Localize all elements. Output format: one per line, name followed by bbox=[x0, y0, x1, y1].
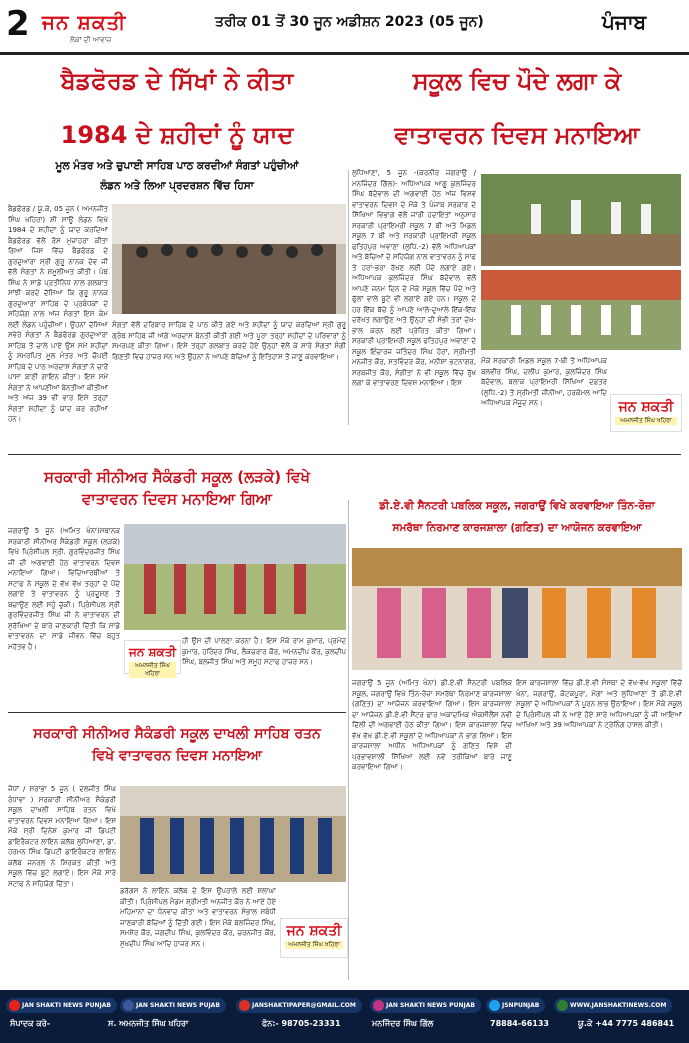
social-website[interactable] bbox=[554, 998, 672, 1013]
social-instagram[interactable] bbox=[370, 998, 481, 1013]
social-label: JAN SHAKTI NEWS PUJAB bbox=[136, 1002, 220, 1009]
brand-logo: ਜਨ ਸ਼ਕਤੀ bbox=[42, 10, 127, 34]
section-divider bbox=[8, 454, 681, 455]
story2-body-right: ਮੌਕੇ ਸਰਕਾਰੀ ਮਿਡਲ ਸਕੂਲ 7-ਬੀ ਤੋਂ ਅਧਿਆਪਕ ਬਲਵੀਰ ਸਿੰਘ, ਦਲੀਪ ਕੁਮਾਰ, ਕੁਲਜਿੰਦਰ ਸਿੰਘ ਬੱਦੋਵਾਲ, ਬਲਾਕ ਪ੍ਰਾਇਮਰੀ ਸਿੱਖਿਆ ਦਫ਼ਤਰ (ਲੁਧਿ.-2) ਤੋਂ ਸ੍ਰੀਮਤੀ ਜੀਨੀਆ, ਹਰਕੋਮਲ ਆਦਿ ਅਧਿਆਪਕ ਮੌਜੂਦ ਸਨ। bbox=[481, 357, 607, 407]
jan-shakti-ad-2 bbox=[124, 640, 181, 677]
editor-phone: ਫੋਨ:- 98705-23331 bbox=[262, 1019, 341, 1028]
story5-headline-line2: ਵਿਖੇ ਵਾਤਾਵਰਨ ਦਿਵਸ ਮਨਾਇਆ bbox=[92, 748, 262, 764]
story3-body-left: ਜਗਰਾਉਂ 5 ਜੂਨ (ਅਮਿਤ ਖੰਨਾ)ਸਥਾਨਕ ਸਰਕਾਰੀ ਸੀਨੀਅਰ ਸੈਕੰਡਰੀ ਸਕੂਲ (ਲੜਕੇ) ਵਿਖੇ ਪ੍ਰਿੰਸੀਪਲ ਸ੍ਰੀ. ਗੁਰਵਿੰਦਰਜੀਤ ਸਿੰਘ ਜੀ ਦੀ ਅਗਵਾਈ ਹੇਠ ਵਾਤਾਵਰਨ ਦਿਵਸ ਮਨਾਇਆ ਗਿਆ। ਵਿਦਿਆਰਥੀਆਂ ਤੇ ਸਟਾਫ ਨੇ ਸਕੂਲ ਦੇ ਵੱਖ ਵੱਖ ਤਰ੍ਹਾਂ ਦੇ ਪੌਦੇ ਲਗਾਏ ਤੇ ਵਾਤਾਵਰਨ ਨੂੰ ਪ੍ਰਦੂਸ਼ਣ ਤੋਂ ਬਚਾਉਣ ਲਈ ਸਹੁੰ ਚੁੱਕੀ। ਪ੍ਰਿੰਸੀਪਲ ਸ੍ਰੀ ਗੁਰਵਿੰਦਰਜੀਤ ਸਿੰਘ ਜੀ ਨੇ ਵਾਤਾਵਰਨ ਦੀ ਸੁਰੱਖਿਆ ਦੇ ਬਾਰੇ ਜਾਣਕਾਰੀ ਦਿੱਤੀ ਕਿ ਸਾਡੇ ਵਾਤਾਵਰਨ ਦਾ ਸਾਡੇ ਜੀਵਨ ਵਿੱਚ ਬਹੁਤ ਮਹੱਤਵ ਹੈ। bbox=[8, 527, 120, 651]
page-number: 2 bbox=[6, 4, 30, 44]
story4-headline-line2: ਸਮਰੱਥਾ ਨਿਰਮਾਣ ਕਾਰਜਸ਼ਾਲਾ (ਗਣਿਤ) ਦਾ ਆਯੋਜਨ ਕਰਵਾਇਆ bbox=[392, 522, 642, 534]
ad-title: ਜਨ ਸ਼ਕਤੀ bbox=[129, 645, 176, 659]
column-divider bbox=[348, 170, 349, 425]
story5-body-right: ਡਰੱਗਸ ਨੇ ਲਾਇਨ ਕਲੱਬ ਦੇ ਇਸ ਉਪਰਾਲੇ ਲਈ ਸ਼ਲਾਘਾ ਕੀਤੀ। ਪ੍ਰਿੰਸੀਪਲ ਮੈਡਮ ਸ਼੍ਰੀਮਤੀ ਅਨਜੀਤ ਕੌਰ ਨੇ ਆਏ ਹੋਏ ਮਹਿਮਾਨਾਂ ਦਾ ਧੰਨਵਾਦ ਕੀਤਾ ਅਤੇ ਵਾਤਾਵਰਨ ਸੰਭਾਲ ਸਬੰਧੀ ਜਾਣਕਾਰੀ ਬੱਚਿਆਂ ਨੂੰ ਦਿੱਤੀ ਗਈ। ਇਸ ਮੌਕੇ ਬਲਜਿੰਦਰ ਸਿੰਘ, ਸਮਸ਼ੇਰ ਕੌਰ, ਜਗਦੀਪ ਸਿੰਘ, ਕੁਲਵਿੰਦਰ ਕੌਰ, ਚਰਨਜੀਤ ਕੌਰ, ਸੁਖਦੀਪ ਸਿੰਘ ਆਦਿ ਹਾਜ਼ਰ ਸਨ। bbox=[120, 887, 276, 948]
social-youtube[interactable] bbox=[6, 998, 117, 1013]
story3-photo bbox=[124, 524, 346, 630]
story2-photo-2 bbox=[481, 270, 681, 350]
story1-headline-line2: 1984 ਦੇ ਸ਼ਹੀਦਾਂ ਨੂੰ ਯਾਦ bbox=[60, 121, 294, 149]
edition-label: ਪੰਜਾਬ bbox=[602, 10, 647, 34]
uk-phone: ਯੂ.ਕੇ +44 7775 486841 bbox=[578, 1019, 675, 1028]
lions-club-photo-placeholder bbox=[120, 786, 346, 882]
story1-body-right: ਸੰਗਤਾਂ ਵੱਲੋਂ ਦਰਿਬਾਰ ਸਾਹਿਬ ਦੇ ਪਾਠ ਕੀਤੇ ਗਏ ਅਤੇ ਸ਼ਹੀਦਾਂ ਨੂੰ ਯਾਦ ਕਰਦਿਆਂ ਸ੍ਰੀ ਗੁਰੂ ਗ੍ਰੰਥ ਸਾਹਿਬ ਜੀ ਅੱਗੇ ਅਰਦਾਸ ਬੇਨਤੀ ਕੀਤੀ ਗਈ ਅਤੇ ਪੂਰਾ ਤਰ੍ਹਾਂ ਸ਼ਹੀਦਾਂ ਦੇ ਪਰਿਵਾਰਾਂ ਨੂੰ ਸਮਰਪਣ ਕੀਤਾ ਗਿਆ। ਇਸੇ ਤਰ੍ਹਾਂ ਗਲਬਾਤ ਕਰਦੇ ਹੋਏ ਉਨ੍ਹਾਂ ਵੱਲੋਂ ਕੇ ਸਾਰੇ ਸੰਗਤਾਂ ਸੰਗੀ ਗਿਣਤੀ ਵਿਚ ਹਾਜ਼ਰ ਸਨ ਅਤੇ ਉਹਨਾਂ ਨੇ ਆਪਣੇ ਬੱਚਿਆਂ ਨੂੰ ਇਤਿਹਾਸ ਤੋਂ ਜਾਣੂ ਕਰਵਾਇਆ। bbox=[112, 321, 346, 361]
globe-icon bbox=[557, 1000, 568, 1011]
dateline: ਤਰੀਕ 01 ਤੋਂ 30 ਜੂਨ ਅਡੀਸ਼ਨ 2023 (05 ਜੂਨ) bbox=[215, 14, 484, 30]
instagram-icon bbox=[373, 1000, 384, 1011]
ad-title: ਜਨ ਸ਼ਕਤੀ bbox=[286, 923, 342, 939]
story4-body-right: ਇਸ ਕਾਰਜਸ਼ਾਲਾ ਵਿੱਚ ਡੀ.ਏ.ਵੀ ਸੰਸਥਾ ਦੇ ਵੱਖ-ਵੱਖ ਸਕੂਲਾਂ ਵਿੱਚੋਂ ਖੰਨਾ, ਜਗਰਾਉਂ, ਕੋਟਕਪੂਰਾ, ਮੋਗਾ ਅਤੇ ਲੁਧਿਆਣਾ ਤੋਂ ਡੀ.ਏ.ਵੀ ਸਕੂਲਾਂ ਦੇ ਅਧਿਆਪਕਾਂ ਨੇ ਪੂਰਨ ਲਾਭ ਉਠਾਇਆ। ਇਸ ਮੌਕੇ ਸਕੂਲ ਦੇ ਪ੍ਰਿੰਸੀਪਲ ਜੀ ਨੇ ਆਏ ਹੋਏ ਸਾਰੇ ਅਧਿਆਪਕਾਂ ਨੂੰ ਜੀ ਆਇਆਂ ਆਖਿਆ ਅਤੇ 39 ਅਧਿਆਪਕਾਂ ਨੇ ਟ੍ਰੇਨਿੰਗ ਹਾਸਲ ਕੀਤੀ। bbox=[516, 679, 682, 729]
story2-photo-1 bbox=[481, 174, 681, 266]
facebook-icon bbox=[123, 1000, 134, 1011]
story4-body-left: ਜਗਰਾਉਂ 5 ਜੂਨ (ਅਮਿਤ ਖੰਨਾ) ਡੀ.ਏ.ਵੀ ਸੈਨਟਰੀ ਪਬਲਿਕ ਸਕੂਲ, ਜਗਰਾਉਂ ਵਿਖੇ ਤਿੰਨ-ਰੋਜ਼ਾ ਸਮਰੱਥਾ ਨਿਰਮਾਣ ਕਾਰਜਸ਼ਾਲਾ (ਗਣਿਤ) ਦਾ ਆਯੋਜਨ ਕਰਵਾਇਆ ਗਿਆ। ਇਸ ਕਾਰਜਸ਼ਾਲਾ ਦਾ ਆਯੋਜਨ ਡੀ.ਏ.ਵੀ ਸੈਂਟਰ ਫਾਰ ਅਕਾਦਮਿਕ ਐਕਸੀਲੈਂਸ ਨਵੀਂ ਦਿੱਲੀ ਦੀ ਅਗਵਾਈ ਹੇਠ ਕੀਤਾ ਗਿਆ। ਇਸ ਕਾਰਜਸ਼ਾਲਾ ਵਿਚ ਵੱਖ ਵੱਖ ਡੀ.ਏ.ਵੀ ਸਕੂਲਾਂ ਦੇ ਅਧਿਆਪਕਾਂ ਨੇ ਭਾਗ ਲਿਆ। ਇਸ ਕਾਰਜਸ਼ਾਲਾ ਅਧੀਨ ਅਧਿਆਪਕਾਂ ਨੂੰ ਗਣਿਤ ਵਿਸ਼ੇ ਦੀ ਪ੍ਰਭਾਵਸ਼ਾਲੀ ਸਿੱਖਿਆ ਲਈ ਨਵੇਂ ਤਰੀਕਿਆਂ ਬਾਰੇ ਜਾਣੂ ਕਰਵਾਇਆ ਗਿਆ। bbox=[352, 679, 512, 771]
ad-subtitle: ਅਮਨਜੀਤ ਸਿੰਘ ਖਹਿਰਾ bbox=[129, 662, 176, 678]
story1-subhead-line2: ਲੰਡਨ ਅਤੇ ਲਿਆ ਪ੍ਰਦਰਸ਼ਨ ਵਿੱਚ ਹਿਸਾ bbox=[100, 180, 254, 192]
ad-subtitle: ਅਮਨਜੀਤ ਸਿੰਘ ਖਹਿਰਾ bbox=[285, 941, 343, 949]
social-label: WWW.JANSHAKTINEWS.COM bbox=[570, 1002, 667, 1009]
story2-headline-line1: ਸਕੂਲ ਵਿਚ ਪੌਦੇ ਲਗਾ ਕੇ bbox=[412, 67, 622, 95]
editor-label: ਸੰਪਾਦਕ ਕਰੇ- bbox=[10, 1019, 51, 1028]
story1-subhead-line1: ਮੂਲ ਮੰਤਰ ਅਤੇ ਚੁਪਾਈ ਸਾਹਿਬ ਪਾਠ ਕਰਦੀਆਂ ਸੰਗਤਾਂ ਪਹੁੰਚੀਆਂ bbox=[55, 160, 299, 172]
bureau-phone: 78884-66133 bbox=[490, 1019, 549, 1028]
ad-title: ਜਨ ਸ਼ਕਤੀ bbox=[618, 399, 674, 415]
social-mail[interactable] bbox=[236, 998, 362, 1013]
social-label: JAN SHAKTI NEWS PUNJAB bbox=[22, 1002, 111, 1009]
jan-shakti-ad-3 bbox=[280, 918, 348, 958]
story1-headline-line1: ਬੈਡਫੋਰਡ ਦੇ ਸਿੱਖਾਂ ਨੇ ਕੀਤਾ bbox=[60, 67, 294, 95]
ad-subtitle: ਅਮਨਜੀਤ ਸਿੰਘ ਖਹਿਰਾ bbox=[615, 417, 677, 425]
brand-tagline: ਲੋਕਾਂ ਦੀ ਆਵਾਜ਼ bbox=[70, 36, 112, 44]
masthead bbox=[0, 0, 689, 55]
column-divider bbox=[348, 500, 349, 980]
story5-body-left: ਜੋਧਾਂ / ਸਰਾਭਾ 5 ਜੂਨ ( ਦਲਜੀਤ ਸਿੰਘ ਰੰਧਾਵਾ ) ਸਰਕਾਰੀ ਸੀਨੀਅਰ ਸੈਕੰਡਰੀ ਸਕੂਲ ਦਾਖਲੀ ਸਾਹਿਬ ਰਤਨ ਵਿਖੇ ਵਾਤਾਵਰਨ ਦਿਵਸ ਮਨਾਇਆ ਗਿਆ। ਇਸ ਮੌਕੇ ਸ੍ਰੀ ਦਿਨੇਸ਼ ਕੁਮਾਰ ਜੀ ਡਿਪਟੀ ਡਾਇਰੈਕਟਰ ਲਾਇਨ ਕਲੱਬ ਲੁਧਿਆਣਾ, ਡਾ. ਹਰਮਨ ਸਿੰਘ ਡਿਪਟੀ ਡਾਇਰੈਕਟਰ ਲਾਇਨ ਕਲੱਬ ਜਨਰਲ ਨੇ ਸ਼ਿਰਕਤ ਕੀਤੀ ਅਤੇ ਸਕੂਲ ਵਿੱਚ ਬੂਟੇ ਲਗਾਏ। ਇਸ ਮੌਕੇ ਸਾਰੇ ਸਟਾਫ ਨੇ ਸਹਿਯੋਗ ਦਿੱਤਾ। bbox=[8, 785, 116, 888]
group-photo-placeholder bbox=[112, 204, 346, 314]
story5-headline-line1: ਸਰਕਾਰੀ ਸੀਨੀਅਰ ਸੈਕੰਡਰੀ ਸਕੂਲ ਦਾਖਲੀ ਸਾਹਿਬ ਰਤਨ bbox=[33, 726, 321, 742]
story4-photo bbox=[352, 548, 682, 670]
story2-headline-line2: ਵਾਤਾਵਰਨ ਦਿਵਸ ਮਨਾਇਆ bbox=[394, 121, 640, 149]
social-facebook[interactable] bbox=[120, 998, 226, 1013]
social-label: JSNPUNJAB bbox=[502, 1002, 540, 1009]
section-divider bbox=[8, 712, 346, 713]
twitter-icon bbox=[489, 1000, 500, 1011]
story3-headline-line2: ਵਾਤਾਵਰਨ ਦਿਵਸ ਮਨਾਇਆ ਗਿਆ bbox=[82, 490, 272, 508]
mail-icon bbox=[239, 1000, 250, 1011]
story1-body-left: ਬੈਡਫੋਰਡ / ਯੂ.ਕੇ, 05 ਜੂਨ ( ਅਮਨਜੀਤ ਸਿੰਘ ਖਹਿਰਾ) ਸ਼ੀ ਸਾਊ ਲੰਡਨ ਵਿਖੇ 1984 ਦੇ ਸ਼ਹੀਦਾਂ ਨੂੰ ਯਾਦ ਕਰਦਿਆਂ ਬੈਡਫੋਰਡ ਵੱਲੋਂ ਰੋਸ ਮੁਜ਼ਾਹਰਾ ਕੀਤਾ ਗਿਆ ਜਿਸ ਵਿੱਚ ਬੈਡਫੋਰਡ ਦੇ ਗੁਰਦੁਆਰਾ ਸ੍ਰੀ ਗੁਰੂ ਨਾਨਕ ਦੇਵ ਜੀ ਵੱਲੋਂ ਸੰਗਤਾਂ ਨੇ ਸ਼ਮੂਲੀਅਤ ਕੀਤੀ। ਪੰਥ ਸਿੰਘ ਨੇ ਸਾਡੇ ਪ੍ਰਤੀਨਿਧ ਨਾਲ ਗਲਬਾਤ ਸਾਂਝੀ ਕਰਦੇ ਦੱਸਿਆ ਕਿ ਗੁਰੂ ਨਾਨਕ ਗੁਰਦੁਆਰਾ ਸਾਹਿਬ ਦੇ ਪ੍ਰਬੰਧਕਾਂ ਦੇ ਸਹਿਯੋਗ ਨਾਲ ਅੱਜ ਸੰਗਤਾਂ ਇਸ ਕੰਮ ਲਈ ਲੰਡਨ ਪਹੁੰਚੀਆਂ। ਉਹਨਾਂ ਦੱਸਿਆ ਸਵੇਰੇ ਸੰਗਤਾਂ ਨੇ ਬੈਡਫੋਰਡ ਗੁਰਦੁਆਰਾ ਸਾਹਿਬ ਤੋਂ ਚਾਲੇ ਪਾਏ ਉਸ ਸਮੇਂ ਸ਼ਹੀਦਾਂ ਨੂੰ ਸਮਰਪਿਤ ਮੂਲ ਮੰਤਰ ਅਤੇ ਚੌਪਈ ਸਾਹਿਬ ਦੇ ਪਾਠ ਅਰਦਾਸ ਸੰਗਤਾਂ ਨੇ ਚਾਰੋਂ ਪਾਸਾ ਬਾਣੀ ਗਾਇਨ ਕੀਤਾ। ਇਸ ਸਮੇਂ ਸੰਗਤਾਂ ਨੇ ਆਪਣੀਆਂ ਬੇਨਤੀਆਂ ਕੀਤੀਆਂ ਅਤੇ ਅੱਜ 39 ਵੀਂ ਵਾਰ ਇਸੇ ਤਰ੍ਹਾਂ ਸੰਗਤਾਂ ਸ਼ਹੀਦਾਂ ਨੂੰ ਯਾਦ ਕਰ ਰਹੀਆਂ ਹਨ। bbox=[8, 205, 108, 423]
story3-body-right: ਹੀ ਉਸ ਦੀ ਪਾਲਣਾ ਕਰਨਾ ਹੈ। ਇਸ ਮੌਕੇ ਰਾਮ ਕੁਮਾਰ, ਪ੍ਰਮੋਦ ਕੁਮਾਰ, ਹਰਿੰਦਰ ਸਿੰਘ, ਲੈਕਚਰਾਰ ਕੌਰ, ਅਮਨਦੀਪ ਕੌਰ, ਕੁਲਦੀਪ ਸਿੰਘ, ਬਲਜੀਤ ਸਿੰਘ ਅਤੇ ਸਮੂਹ ਸਟਾਫ ਹਾਜ਼ਰ ਸਨ। bbox=[182, 637, 346, 666]
planting-photo-placeholder bbox=[481, 174, 681, 266]
social-label: JAN SHAKTI NEWS PUNJAB bbox=[386, 1002, 475, 1009]
story5-photo bbox=[120, 786, 346, 882]
editor-name: ਸ. ਅਮਨਜੀਤ ਸਿੰਘ ਖਹਿਰਾ bbox=[108, 1019, 189, 1028]
bureau-name: ਮਨਜਿੰਦਰ ਸਿੰਘ ਗਿੱਲ bbox=[372, 1019, 434, 1028]
story3-headline-line1: ਸਰਕਾਰੀ ਸੀਨੀਅਰ ਸੈਕੰਡਰੀ ਸਕੂਲ (ਲੜਕੇ) ਵਿਖੇ bbox=[43, 468, 311, 486]
story1-photo bbox=[112, 204, 346, 314]
students-photo-placeholder bbox=[481, 270, 681, 350]
story4-headline-line1: ਡੀ.ਏ.ਵੀ ਸੈਨਟਰੀ ਪਬਲਿਕ ਸਕੂਲ, ਜਗਰਾਉਂ ਵਿਖੇ ਕਰਵਾਇਆ ਤਿੰਨ-ਰੋਜ਼ਾ bbox=[379, 500, 655, 512]
workshop-photo-placeholder bbox=[352, 548, 682, 670]
story2-body-left: ਲੁਧਿਆਣਾ, 5 ਜੂਨ -(ਕਰਨੀਰ ਜਗਰਾਉਂ / ਮਨਜਿੰਦਰ ਗਿੱਲ)- ਅਧਿਆਪਕ ਆਗੂ ਕੁਲਜਿੰਦਰ ਸਿੰਘ ਬੱਦੋਵਾਲ ਦੀ ਅਗਵਾਈ ਹੇਠ ਅੱਜ ਵਿਸ਼ਵ ਵਾਤਾਵਰਨ ਦਿਵਸ ਦੇ ਮੌਕੇ ਤੇ ਪੰਜਾਬ ਸਰਕਾਰ ਦੇ ਸਿੱਖਿਆ ਵਿਭਾਗ ਵੱਲੋਂ ਜਾਰੀ ਹਦਾਇਤਾਂ ਅਨੁਸਾਰ ਸਰਕਾਰੀ ਪ੍ਰਾਇਮਰੀ ਸਕੂਲ 7 ਬੀ ਅਤੇ ਮਿਡਲ ਸਕੂਲ 7 ਬੀ ਅਤੇ ਸਰਕਾਰੀ ਪ੍ਰਾਇਮਰੀ ਸਕੂਲ ਫਤਿਹਪੁਰ ਅਵਾਣਾ (ਲੁਧਿ.-2) ਵੱਲੋਂ ਅਧਿਆਪਕਾਂ ਅਤੇ ਬੱਚਿਆਂ ਦੇ ਸਹਿਯੋਗ ਨਾਲ ਵਾਤਾਵਰਨ ਨੂੰ ਸਾਫ ਤੇ ਹਰਾ-ਭਰਾ ਰੱਖਣ ਲਈ ਪੌਦੇ ਲਗਾਏ ਗਏ। ਅਧਿਆਪਕ ਕੁਲਜਿੰਦਰ ਸਿੰਘ ਬੱਦੋਵਾਲ ਵੱਲੋਂ ਆਪਣੇ ਜਨਮ ਦਿਨ ਦੇ ਮੌਕੇ ਸਕੂਲ ਵਿੱਚ ਪੌਦੇ ਅਤੇ ਫੁੱਲਾਂ ਵਾਲੇ ਬੂਟੇ ਵੀ ਲਗਾਏ ਗਏ ਹਨ। ਸਕੂਲ ਦੇ ਹਰ ਇੱਕ ਬੱਚੇ ਨੂੰ ਆਪਣੇ ਆਲੇ-ਦੁਆਲੇ ਇੱਕ-ਇੱਕ ਦਰੱਖਤ ਲਗਾਉਣ ਅਤੇ ਉਨ੍ਹਾਂ ਦੀ ਸੰਭੀ ਤਰਾਂ ਦੇਖ-ਭਾਲ ਕਰਨ ਲਈ ਪ੍ਰੇਰਿਤ ਕੀਤਾ ਗਿਆ। ਸਰਕਾਰੀ ਪ੍ਰਾਇਮਰੀ ਸਕੂਲ ਫਤਿਹਪੁਰ ਅਵਾਣਾ ਦੇ ਸਕੂਲ ਇੰਚਾਰਜ ਜਤਿੰਦਰ ਸਿੰਘ ਹੋਰਾਂ, ਸ੍ਰੀਮਤੀ ਮਨਜੀਤ ਕੌਰ, ਸਤਵਿੰਦਰ ਕੌਰ, ਮਨੀਸ਼ਾ ਭਟਨਾਗਰ, ਸਰਬਜੀਤ ਕੌਰ, ਸੰਗੀਤਾ ਨੇ ਵੀ ਸਕੂਲ ਵਿੱਚ ਰੁੱਖ ਲਗਾ ਕੇ ਵਾਤਾਵਰਣ ਦਿਵਸ ਮਨਾਇਆ। ਇਸ bbox=[352, 169, 476, 387]
social-label: JANSHAKTIPAPER@GMAIL.COM bbox=[252, 1002, 356, 1009]
jan-shakti-ad-1 bbox=[610, 394, 682, 432]
school-photo-placeholder bbox=[124, 524, 346, 630]
social-twitter[interactable] bbox=[486, 998, 545, 1013]
youtube-icon bbox=[9, 1000, 20, 1011]
